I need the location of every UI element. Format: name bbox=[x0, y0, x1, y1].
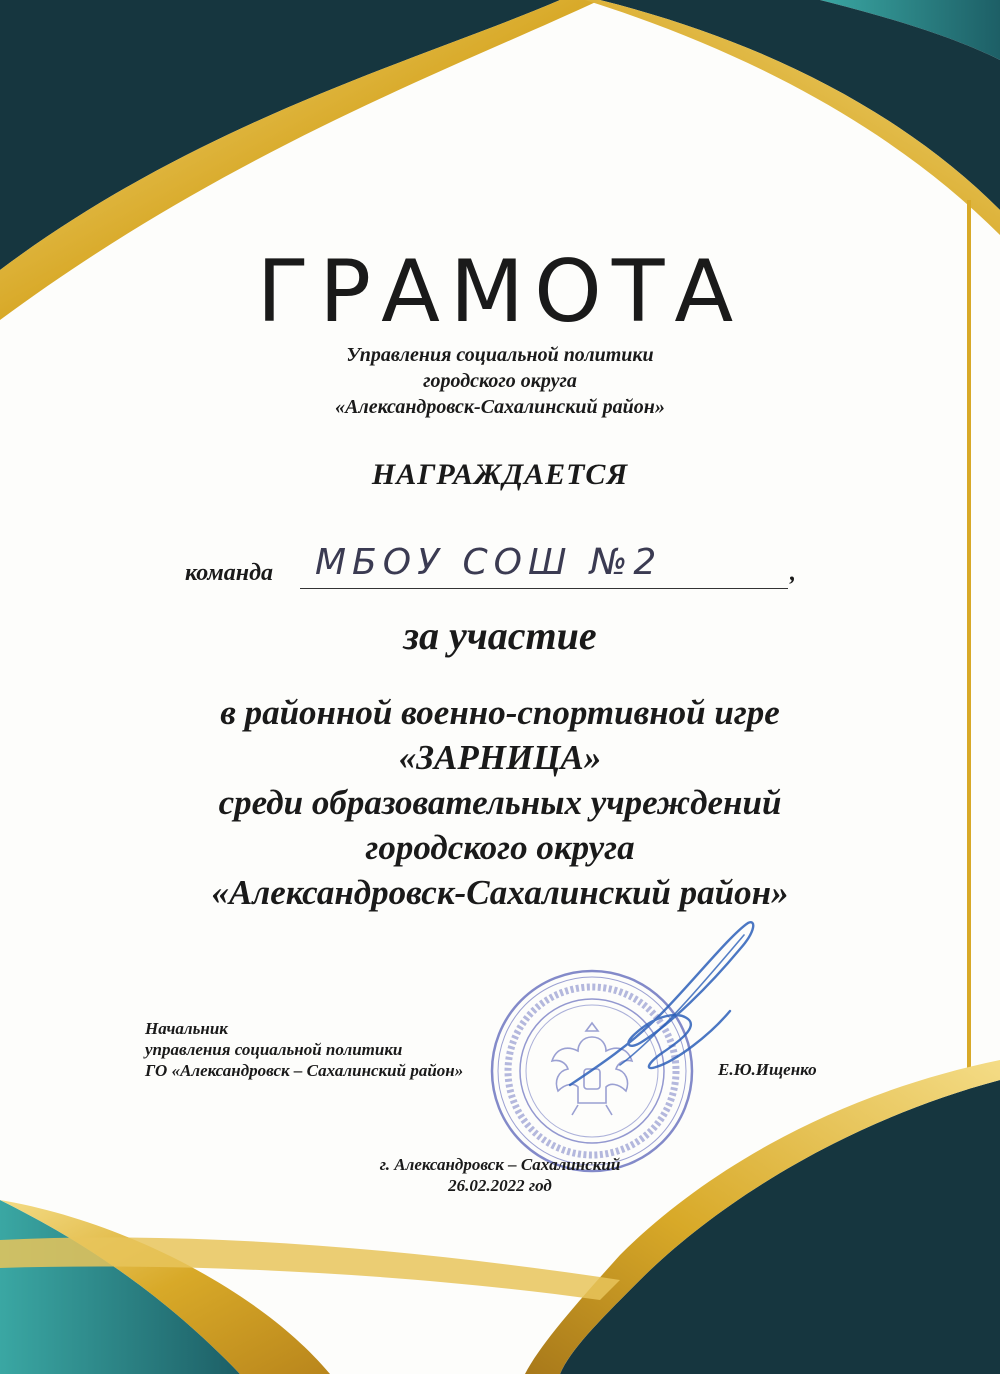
team-comma: , bbox=[790, 560, 796, 586]
reason-line-5: «Александровск-Сахалинский район» bbox=[211, 873, 789, 912]
team-underline bbox=[300, 588, 788, 589]
issuer-line-2: городского округа bbox=[423, 370, 577, 392]
signature-line-2: управления социальной политики bbox=[145, 1040, 403, 1059]
place-and-date bbox=[0, 1154, 1000, 1196]
signature-line-3: ГО «Александровск – Сахалинский район» bbox=[145, 1061, 464, 1080]
issuer-line-3: «Александровск-Сахалинский район» bbox=[335, 396, 665, 418]
signer-name: Е.Ю.Ищенко bbox=[718, 1060, 817, 1079]
place: г. Александровск – Сахалинский bbox=[379, 1155, 621, 1174]
signature-block bbox=[145, 1018, 463, 1081]
awarded-heading: НАГРАЖДАЕТСЯ bbox=[371, 458, 629, 491]
certificate-title: ГРАМОТА bbox=[256, 242, 744, 342]
reason-line-3: среди образовательных учреждений bbox=[218, 783, 782, 822]
reason bbox=[0, 690, 1000, 915]
reason-line-4: городского округа bbox=[365, 828, 635, 867]
signature-line-1: Начальник bbox=[145, 1019, 228, 1038]
team-name-handwritten: МБОУ СОШ №2 bbox=[315, 542, 663, 583]
team-line bbox=[185, 542, 825, 592]
participation-heading: за участие bbox=[403, 613, 597, 658]
issuer bbox=[0, 342, 1000, 420]
date: 26.02.2022 год bbox=[448, 1176, 552, 1195]
issuer-line-1: Управления социальной политики bbox=[346, 344, 654, 366]
team-label: команда bbox=[185, 560, 274, 586]
reason-line-1: в районной военно-спортивной игре bbox=[220, 693, 780, 732]
reason-line-2: «ЗАРНИЦА» bbox=[398, 738, 602, 777]
